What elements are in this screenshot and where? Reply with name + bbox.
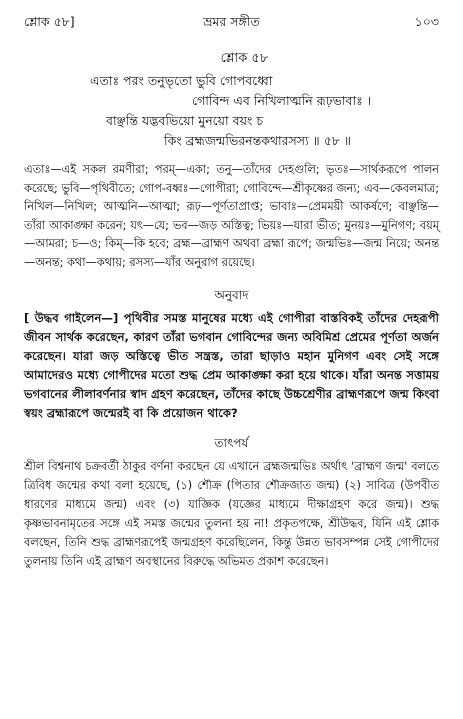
verse-heading: শ্লোক ৫৮: [220, 51, 269, 66]
translation-title: অনুবাদ: [214, 287, 249, 302]
verse-line: বাঞ্ছন্তি যদ্ভবভিয়ো মুনয়ো বয়ং চ: [106, 113, 264, 128]
word-for-word-synonyms: এতাঃ—এই সকল রমণীরা; পরম্—একা; তনু—তাঁদের দেহগুলি; ভৃতঃ—সার্থকরূপে পালন করেছে; ভুবি—পৃথিবীতে; গোপ-বধ্বঃ—গোপীরা; গোবিন্দে—শ্রীকৃষ্ণের জন্য; এব—কেবলমাত্র; নিখিল—নিখিল; আত্মনি—আত্মা; রূঢ়—পূর্ণতাপ্রাপ্ত; ভাবাঃ—প্রেমময়ী আকর্ষণে; বাঞ্ছন্তি—তাঁরা আকাঙ্ক্ষা করেন; যৎ—যে; ভব—জড় অস্তিত্ব; ভিয়ঃ—যারা ভীত; মুনয়ঃ—মুনিগণ; বয়ম্—আমরা; চ—ও; কিম্—কি হবে; ব্রহ্ম—ব্রাহ্মণ অথবা ব্রহ্মা রূপে; জন্মভিঃ—জন্ম নিয়ে; অনন্ত—অনন্ত; কথা—কথায়; রসস্য—যাঁর অনুরাগ রয়েছে।: [24, 163, 439, 269]
purport-text: শ্রীল বিশ্বনাথ চক্রবর্তী ঠাকুর বর্ণনা করছেন যে এখানে ব্রহ্মজন্মভিঃ অর্থাৎ 'ব্রাহ্মণ জন্ম' বলতে ত্রিবিধ জন্মের কথা বলা হয়েছে, (১) শৌক্র (পিতার শৌক্রজাত জন্ম) (২) সাবিত্র (উপবীত ধারণের মাধ্যমে জন্ম) এবং (৩) যাজ্ঞিক (যজ্ঞের মাধ্যমে দীক্ষাগ্রহণ করে জন্ম)। শুদ্ধ কৃষ্ণভাবনামৃতের সঙ্গে এই সমস্ত জন্মের তুলনা হয় না! প্রকৃতপক্ষে, শ্রীউদ্ধব, যিনি এই শ্লোক বলছেন, তিনি শুদ্ধ ব্রাহ্মণরূপেই জন্মগ্রহণ করেছিলেন, কিন্তু উন্নত ভাবসম্পন্ন সেই গোপীদের তুলনায় তিনি এই ব্রাহ্মণ অবস্থানের বিরুদ্ধে অভিমত প্রকাশ করেছেন।: [24, 459, 439, 568]
purport-title: তাৎপর্য: [214, 435, 249, 450]
verse-line: গোবিন্দ এব নিখিলাত্মনি রূঢ়ভাবাঃ ।: [192, 93, 372, 108]
verse-line: এতাঃ পরং তনুভৃতো ভুবি গোপবধ্বো: [90, 73, 273, 88]
verse-line: কিং ব্রহ্মজন্মভিরনন্তকথারসস্য ॥ ৫৮ ॥: [164, 133, 351, 148]
running-header: [24, 14, 439, 32]
header-verse-ref: শ্লোক ৫৮]: [24, 14, 75, 29]
header-page-number: ১০৩: [414, 14, 439, 29]
translation-text: [ উদ্ধব গাইলেন—] পৃথিবীর সমস্ত মানুষের মধ্যে এই গোপীরা বাস্তবিকই তাঁদের দেহরূপী জীবন সার্থক করেছেন, কারণ তাঁরা ভগবান গোবিন্দের জন্য অবিমিশ্র প্রেমের পূর্ণতা অর্জন করেছেন। যারা জড় অস্তিত্বে ভীত সন্ত্রস্ত, তারা ছাড়াও মহান মুনিগণ এবং সেই সঙ্গে আমাদেরও মধ্যে গোপীদের মতো শুদ্ধ প্রেম আকাঙ্ক্ষা করা হয়ে থাকে। যাঁরা অনন্ত সত্তাময় ভগবানের লীলাবর্ণনার স্বাদ গ্রহণ করেছেন, তাঁদের কাছে উচ্চশ্রেণীর ব্রাহ্মণরূপে জন্ম কিংবা স্বয়ং ব্রহ্মারূপে জন্মেরই বা কি প্রয়োজন থাকে?: [24, 310, 439, 420]
header-chapter-title: ভ্রমর সঙ্গীত: [203, 14, 260, 29]
sanskrit-verse: [24, 71, 439, 151]
